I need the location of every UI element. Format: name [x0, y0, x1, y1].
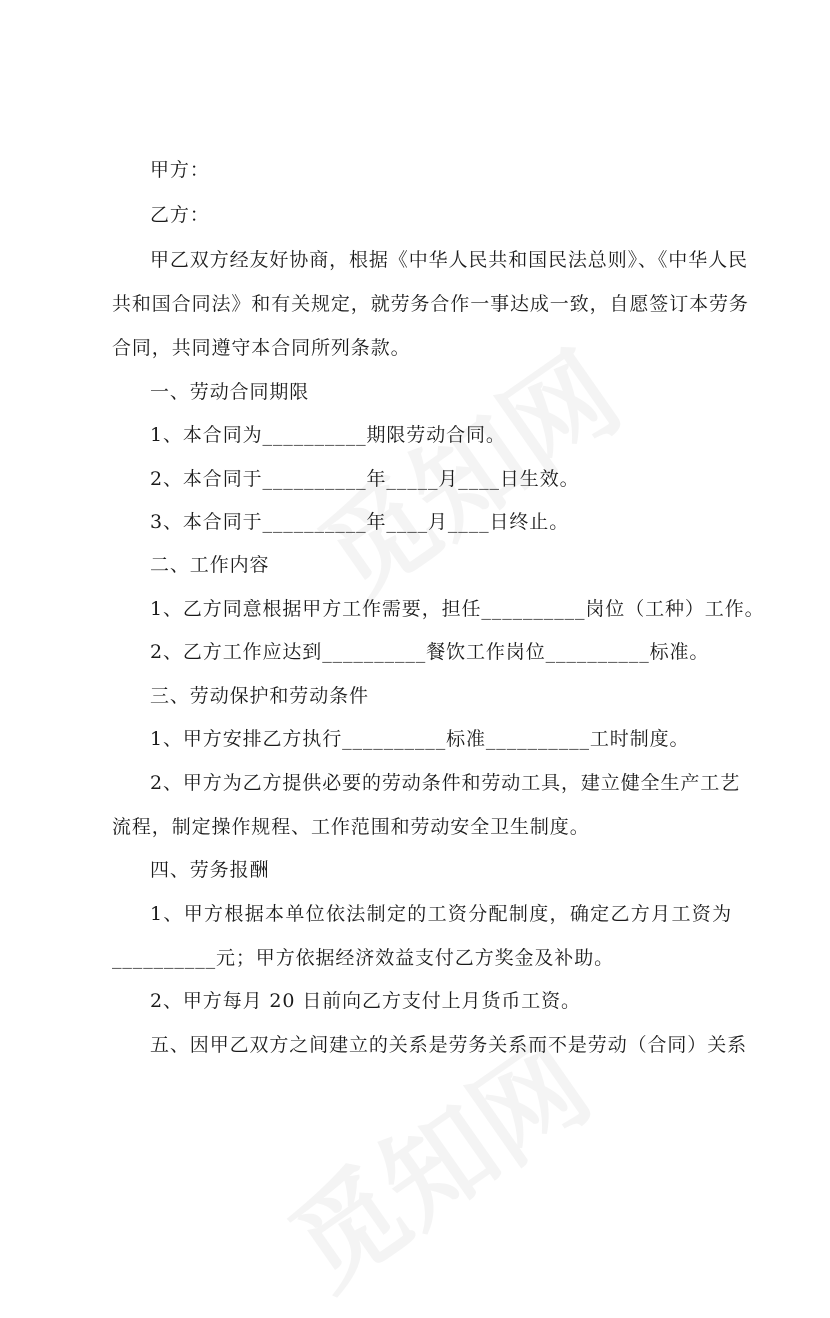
clause-1-3: 3、本合同于__________年____月____日终止。	[150, 511, 570, 533]
section-heading-1: 一、劳动合同期限	[150, 381, 310, 403]
preamble-line-1: 甲乙双方经友好协商，根据《中华人民共和国民法总则》、《中华人民	[150, 249, 748, 271]
clause-4-2: 2、甲方每月 20 日前向乙方支付上月货币工资。	[150, 990, 581, 1012]
clause-3-1: 1、甲方安排乙方执行__________标准__________工时制度。	[150, 728, 690, 750]
section-heading-5: 五、因甲乙双方之间建立的关系是劳务关系而不是劳动（合同）关系	[150, 1034, 748, 1056]
preamble-line-3: 合同，共同遵守本合同所列条款。	[112, 337, 411, 359]
clause-2-1: 1、乙方同意根据甲方工作需要，担任__________岗位（工种）工作。	[150, 598, 765, 620]
party-a-label: 甲方：	[150, 159, 210, 181]
section-heading-2: 二、工作内容	[150, 554, 270, 576]
clause-2-2: 2、乙方工作应达到__________餐饮工作岗位__________标准。	[150, 641, 710, 663]
clause-4-1-line-1: 1、甲方根据本单位依法制定的工资分配制度，确定乙方月工资为	[150, 903, 732, 925]
preamble-line-2: 共和国合同法》和有关规定，就劳务合作一事达成一致，自愿签订本劳务	[112, 293, 749, 315]
section-heading-4: 四、劳务报酬	[150, 859, 270, 881]
party-b-label: 乙方：	[150, 204, 210, 226]
clause-3-2-line-1: 2、甲方为乙方提供必要的劳动条件和劳动工具，建立健全生产工艺	[150, 772, 741, 794]
clause-4-1-line-2: __________元；甲方依据经济效益支付乙方奖金及补助。	[112, 947, 615, 969]
clause-1-1: 1、本合同为__________期限劳动合同。	[150, 424, 506, 446]
section-heading-3: 三、劳动保护和劳动条件	[150, 685, 369, 707]
clause-3-2-line-2: 流程，制定操作规程、工作范围和劳动安全卫生制度。	[112, 816, 590, 838]
clause-1-2: 2、本合同于__________年_____月____日生效。	[150, 468, 580, 490]
